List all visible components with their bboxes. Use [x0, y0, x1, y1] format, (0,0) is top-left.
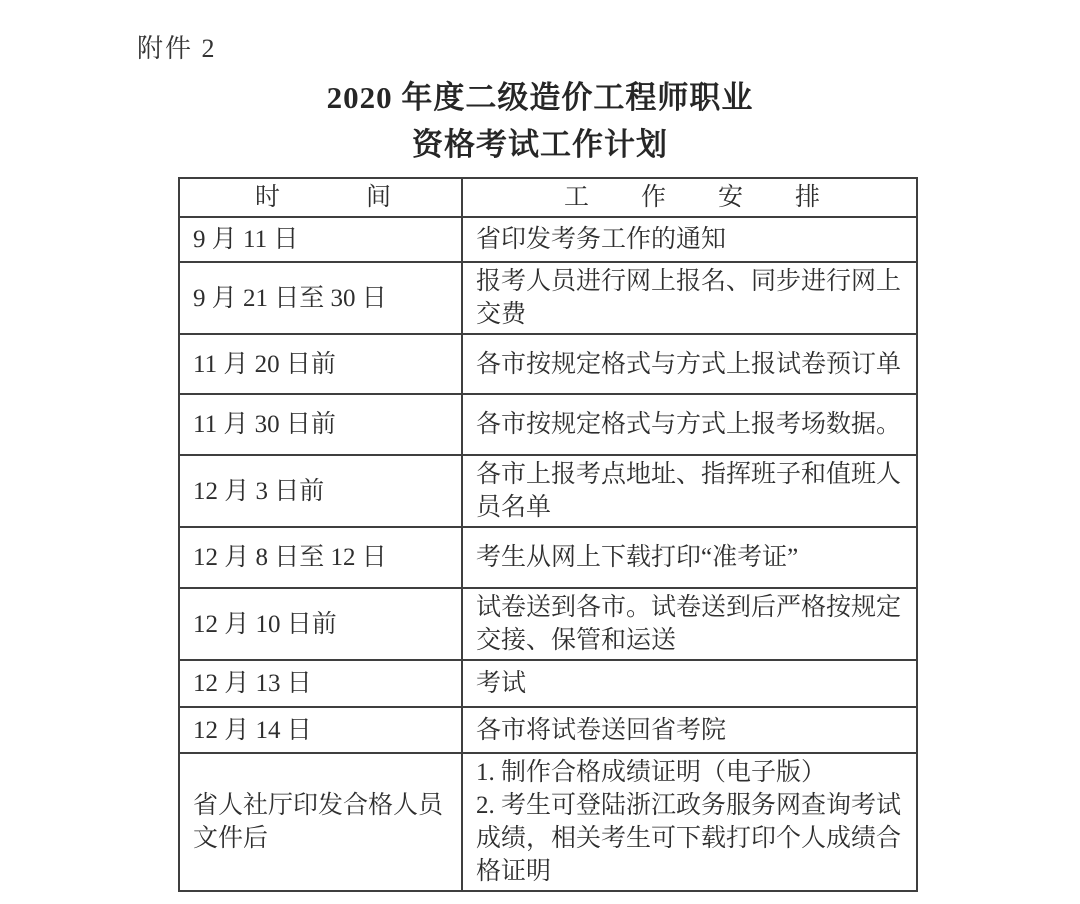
document-title-line2: 资格考试工作计划: [412, 127, 668, 162]
work-cell: 报考人员进行网上报名、同步进行网上交费: [462, 262, 917, 334]
time-cell: 9 月 21 日至 30 日: [179, 262, 462, 334]
header-time-label: 时 间: [255, 184, 391, 211]
document-title-line1: 2020 年度二级造价工程师职业: [326, 80, 754, 115]
table-row: [179, 753, 917, 891]
work-cell: 试卷送到各市。试卷送到后严格按规定交接、保管和运送: [462, 588, 917, 660]
time-cell: 省人社厅印发合格人员文件后: [179, 753, 462, 891]
table-header-row: [179, 178, 917, 217]
time-cell: 11 月 20 日前: [179, 334, 462, 394]
table-row: [179, 217, 917, 262]
time-cell: 11 月 30 日前: [179, 394, 462, 455]
time-cell: 12 月 13 日: [179, 660, 462, 707]
table-row: [179, 334, 917, 394]
table-row: [179, 394, 917, 455]
time-cell: 12 月 8 日至 12 日: [179, 527, 462, 588]
header-work-label: 工 作 安 排: [564, 184, 820, 211]
time-cell: 12 月 3 日前: [179, 455, 462, 527]
work-cell: [462, 753, 917, 891]
attachment-label: 附件 2: [137, 34, 217, 63]
work-cell: 考试: [462, 660, 917, 707]
work-cell: 各市将试卷送回省考院: [462, 707, 917, 753]
work-list-item: 1. 制作合格成绩证明（电子版）: [476, 759, 827, 786]
table-row: [179, 707, 917, 753]
exam-schedule-table: [178, 177, 918, 892]
work-cell: 考生从网上下载打印“准考证”: [462, 527, 917, 588]
time-cell: 12 月 10 日前: [179, 588, 462, 660]
header-cell-time: [179, 178, 462, 217]
work-cell: 各市上报考点地址、指挥班子和值班人员名单: [462, 455, 917, 527]
time-cell: 9 月 11 日: [179, 217, 462, 262]
table-row: [179, 660, 917, 707]
time-cell: 12 月 14 日: [179, 707, 462, 753]
work-cell: 各市按规定格式与方式上报考场数据。: [462, 394, 917, 455]
table-row: [179, 455, 917, 527]
table-row: [179, 588, 917, 660]
document-title: [0, 74, 1080, 168]
header-cell-work: [462, 178, 917, 217]
work-list-item: 2. 考生可登陆浙江政务服务网查询考试成绩，相关考生可下载打印个人成绩合格证明: [476, 792, 902, 885]
table-row: [179, 527, 917, 588]
table-row: [179, 262, 917, 334]
work-cell: 各市按规定格式与方式上报试卷预订单: [462, 334, 917, 394]
work-cell: 省印发考务工作的通知: [462, 217, 917, 262]
